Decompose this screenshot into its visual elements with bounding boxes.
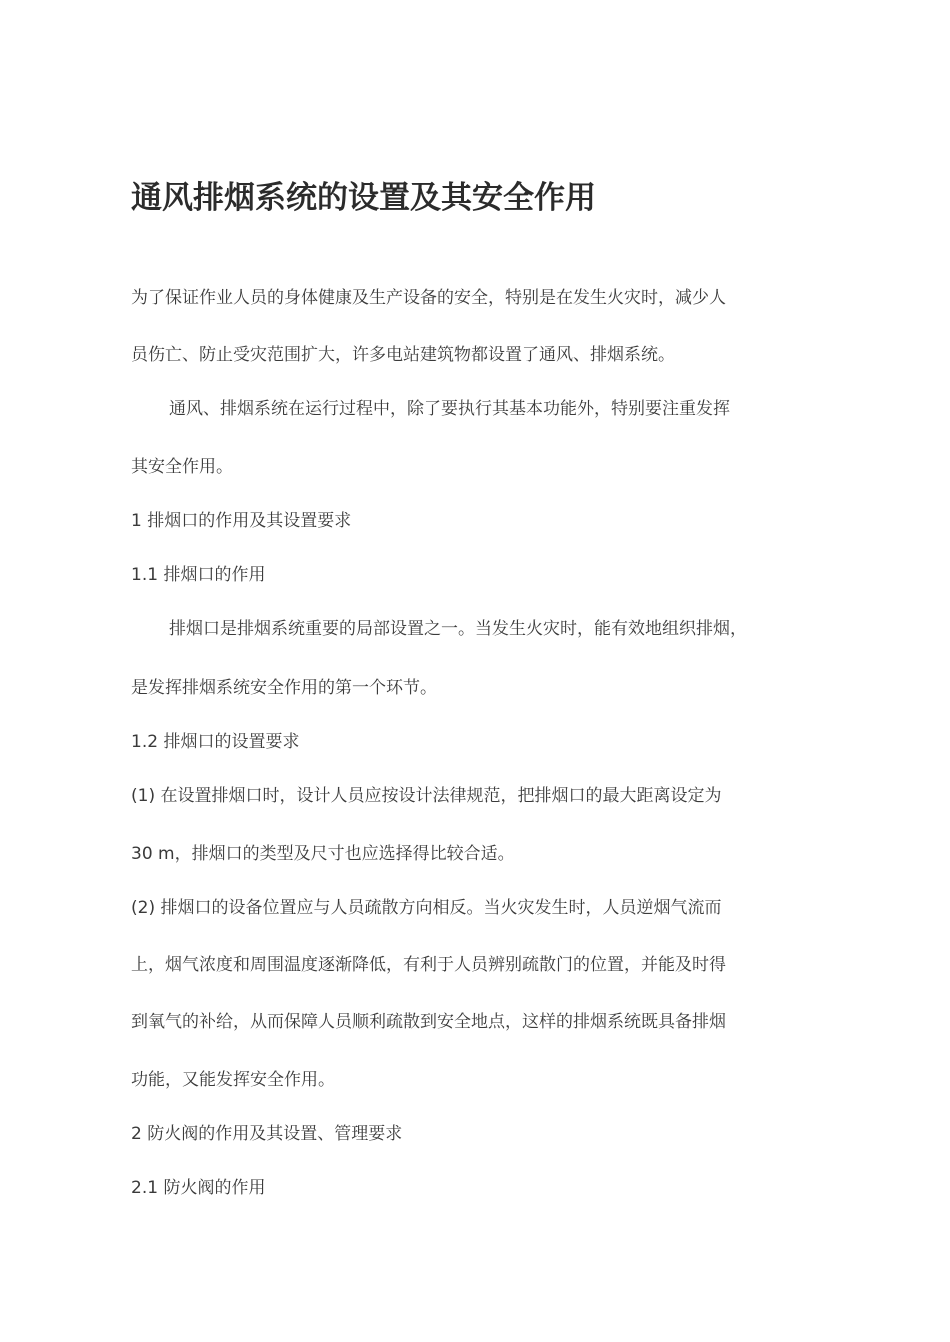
list-item-line: 上，烟气浓度和周围温度逐渐降低，有利于人员辨别疏散门的位置，并能及时得 <box>131 955 726 975</box>
list-item-line: (2) 排烟口的设备位置应与人员疏散方向相反。当火灾发生时，人员逆烟气流而 <box>131 898 722 918</box>
subsection-heading: 1.1 排烟口的作用 <box>131 565 266 585</box>
list-item-line: 功能，又能发挥安全作用。 <box>131 1070 335 1090</box>
paragraph-line: 员伤亡、防止受灾范围扩大，许多电站建筑物都设置了通风、排烟系统。 <box>131 345 675 365</box>
subsection-heading: 1.2 排烟口的设置要求 <box>131 732 300 752</box>
paragraph-line: 通风、排烟系统在运行过程中，除了要执行其基本功能外，特别要注重发挥 <box>169 399 730 419</box>
document-title: 通风排烟系统的设置及其安全作用 <box>131 180 596 216</box>
subsection-heading: 2.1 防火阀的作用 <box>131 1178 266 1198</box>
paragraph-line: 排烟口是排烟系统重要的局部设置之一。当发生火灾时，能有效地组织排烟， <box>169 619 747 639</box>
list-item-line: (1) 在设置排烟口时，设计人员应按设计法律规范，把排烟口的最大距离设定为 <box>131 786 722 806</box>
paragraph-line: 是发挥排烟系统安全作用的第一个环节。 <box>131 678 437 698</box>
list-item-line: 30 m，排烟口的类型及尺寸也应选择得比较合适。 <box>131 844 515 864</box>
list-item-line: 到氧气的补给，从而保障人员顺利疏散到安全地点，这样的排烟系统既具备排烟 <box>131 1012 726 1032</box>
section-heading: 1 排烟口的作用及其设置要求 <box>131 511 352 531</box>
section-heading: 2 防火阀的作用及其设置、管理要求 <box>131 1124 403 1144</box>
paragraph-line: 为了保证作业人员的身体健康及生产设备的安全，特别是在发生火灾时，减少人 <box>131 288 726 308</box>
paragraph-line: 其安全作用。 <box>131 457 233 477</box>
